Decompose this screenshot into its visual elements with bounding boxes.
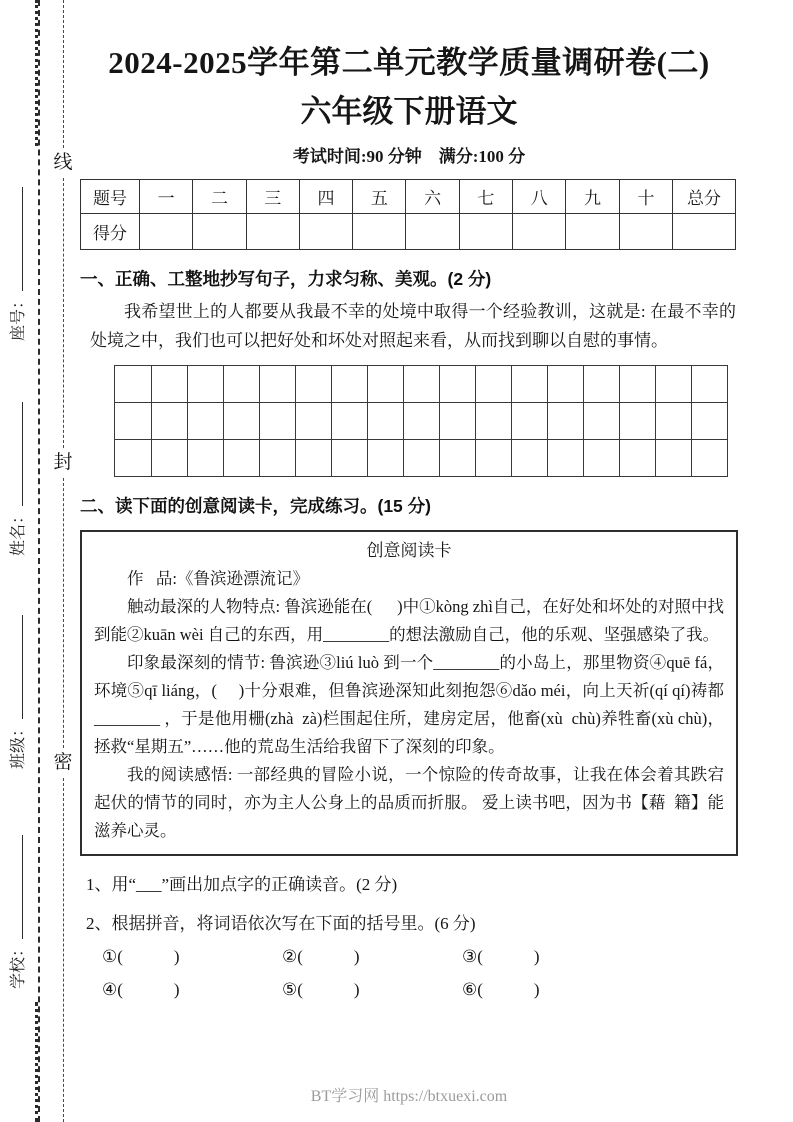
copy-grid-cell	[439, 366, 476, 403]
card-feeling-paragraph: 我的阅读感悟: 一部经典的冒险小说，一个惊险的传奇故事，让我在体会着其跌宕起伏的情节的同时，亦为主人公身上的品质而折服。 爱上读书吧，因为书【藉 籍】能滋养心灵。	[94, 764, 724, 840]
copy-grid-cell	[151, 440, 188, 477]
copy-grid-cell	[619, 366, 656, 403]
answer-blank: ①( )	[102, 946, 180, 966]
copy-grid-cell	[115, 366, 152, 403]
copy-grid	[114, 365, 728, 477]
answer-blank: ⑤( )	[282, 979, 360, 999]
score-table-corner-label: 题号	[81, 179, 140, 213]
copy-grid-cell	[547, 403, 584, 440]
seal-char-feng: 封	[53, 452, 73, 473]
section-two-heading: 二、读下面的创意阅读卡，完成练习。(15 分)	[80, 495, 431, 516]
copy-grid-cell	[223, 403, 260, 440]
copy-grid-cell	[547, 440, 584, 477]
score-table-column-header: 九	[566, 179, 619, 213]
copy-grid-cell	[295, 366, 332, 403]
score-table-column-header: 七	[459, 179, 512, 213]
score-table-column-header: 总分	[673, 179, 736, 213]
score-table-row-label: 得分	[81, 213, 140, 249]
score-table-column-header: 二	[193, 179, 246, 213]
fold-dashed-line	[38, 0, 40, 1122]
exam-subtitle: 六年级下册语文	[300, 93, 518, 129]
score-table-empty-cell	[193, 213, 246, 249]
copy-grid-cell	[187, 403, 224, 440]
copy-grid-cell	[475, 440, 512, 477]
score-table-empty-cell	[246, 213, 299, 249]
answer-blank: ②( )	[282, 946, 360, 966]
copy-grid-cell	[619, 403, 656, 440]
copy-grid-cell	[439, 440, 476, 477]
copy-grid-cell	[511, 440, 548, 477]
score-table-empty-cell	[299, 213, 352, 249]
section-one-heading: 一、正确、工整地抄写句子，力求匀称、美观。(2 分)	[80, 268, 492, 289]
answer-blank-row-2	[102, 980, 738, 1000]
copy-grid-cell	[259, 366, 296, 403]
copy-grid-cell	[259, 403, 296, 440]
copy-grid-cell	[655, 403, 692, 440]
seal-line-dash	[63, 178, 64, 448]
score-table-column-header: 六	[406, 179, 459, 213]
seal-field-school-label: 学校：	[10, 940, 27, 989]
copy-grid-cell	[295, 440, 332, 477]
watermark-footer: BT学习网 https://btxuexi.com	[310, 1088, 508, 1105]
seal-field-blank-line	[8, 835, 23, 939]
score-table-header-row	[81, 179, 736, 213]
copy-grid-cell	[655, 366, 692, 403]
reading-card	[80, 530, 738, 856]
copy-grid-cell	[691, 366, 728, 403]
seal-line-dash	[63, 778, 64, 1122]
score-table	[80, 179, 736, 250]
copy-grid-cell	[115, 440, 152, 477]
copy-grid-cell	[511, 366, 548, 403]
copy-grid-cell	[403, 403, 440, 440]
card-traits-paragraph: 触动最深的人物特点: 鲁滨逊能在( )中①kòng zhì自己，在好处和坏处的对照中找到能②kuān wèi 自己的东西，用________的想法激励自己，他的乐观、坚强感染了我。	[94, 596, 724, 644]
copy-grid-cell	[151, 403, 188, 440]
seal-line	[52, 0, 74, 1122]
score-table-column-header: 五	[353, 179, 406, 213]
copy-grid-cell	[259, 440, 296, 477]
seal-line-dash	[63, 0, 64, 148]
copy-grid-cell	[403, 440, 440, 477]
score-table-column-header: 十	[619, 179, 672, 213]
exam-content	[80, 0, 738, 1000]
seal-line-dash	[63, 478, 64, 748]
copy-grid-cell	[583, 366, 620, 403]
seal-field-student-name-label: 姓名：	[10, 507, 27, 556]
score-table-empty-cell	[566, 213, 619, 249]
copy-grid-cell	[331, 440, 368, 477]
seal-field-school	[5, 789, 27, 989]
reading-card-title: 创意阅读卡	[366, 540, 452, 560]
copy-grid-cell	[547, 366, 584, 403]
score-table-value-row	[81, 213, 736, 249]
seal-char-xian: 线	[53, 152, 73, 173]
copy-grid-cell	[187, 366, 224, 403]
score-table-empty-cell	[673, 213, 736, 249]
copy-grid-cell	[583, 403, 620, 440]
score-table-column-header: 三	[246, 179, 299, 213]
seal-field-seat-number-label: 座号：	[10, 292, 27, 341]
seal-field-blank-line	[8, 402, 23, 506]
seal-field-class	[5, 569, 27, 769]
copy-grid-cell	[583, 440, 620, 477]
score-table-column-header: 一	[140, 179, 193, 213]
score-table-empty-cell	[406, 213, 459, 249]
copy-grid-cell	[367, 366, 404, 403]
copy-sentence-paragraph: 我希望世上的人都要从我最不幸的处境中取得一个经验教训，这就是: 在最不幸的处境之中，我们也可以把好处和坏处对照起来看，从而找到聊以自慰的事情。	[90, 301, 736, 350]
copy-grid-cell	[691, 403, 728, 440]
copy-grid-cell	[511, 403, 548, 440]
copy-grid-cell	[691, 440, 728, 477]
seal-field-seat-number	[5, 141, 27, 341]
copy-grid-cell	[619, 440, 656, 477]
score-table-column-header: 八	[513, 179, 566, 213]
score-table-empty-cell	[353, 213, 406, 249]
score-table-column-header: 四	[299, 179, 352, 213]
card-work-line: 作 品:《鲁滨逊漂流记》	[127, 568, 309, 588]
question-1: 1、用“___”画出加点字的正确读音。(2 分)	[86, 874, 398, 894]
copy-grid-cell	[331, 366, 368, 403]
answer-blank: ④( )	[102, 979, 180, 999]
score-table-empty-cell	[140, 213, 193, 249]
seal-field-blank-line	[8, 615, 23, 719]
answer-blank: ③( )	[462, 946, 540, 966]
score-table-empty-cell	[513, 213, 566, 249]
binding-dots-bottom	[35, 1002, 38, 1122]
copy-grid-cell	[187, 440, 224, 477]
score-table-empty-cell	[619, 213, 672, 249]
copy-grid-cell	[151, 366, 188, 403]
copy-grid-cell	[367, 440, 404, 477]
seal-char-mi: 密	[53, 752, 73, 773]
answer-blank-row-1	[102, 947, 738, 967]
copy-grid-cell	[223, 366, 260, 403]
seal-field-student-name	[5, 356, 27, 556]
copy-grid-cell	[475, 403, 512, 440]
seal-field-class-label: 班级：	[10, 720, 27, 769]
copy-grid-cell	[655, 440, 692, 477]
exam-title: 2024-2025学年第二单元教学质量调研卷(二)	[108, 45, 710, 80]
copy-grid-cell	[367, 403, 404, 440]
seal-field-blank-line	[8, 187, 23, 291]
copy-grid-cell	[403, 366, 440, 403]
question-2: 2、根据拼音，将词语依次写在下面的括号里。(6 分)	[86, 913, 476, 933]
copy-grid-cell	[115, 403, 152, 440]
copy-grid-cell	[439, 403, 476, 440]
copy-grid-cell	[331, 403, 368, 440]
answer-blank: ⑥( )	[462, 979, 540, 999]
copy-grid-cell	[223, 440, 260, 477]
card-plot-paragraph: 印象最深刻的情节: 鲁滨逊③liú luò 到一个________的小岛上，那里物资④quē fá，环境⑤qī liáng，( )十分艰难，但鲁滨逊深知此刻抱怨⑥dǎo méi，向上天祈(qí qí)祷都________ ，于是他用栅(zhà zà)栏围起住所，建房定居，他畜(xù chù)养牲畜(xù chù)，拯救“星期五”……他的荒岛生活给我留下了深刻的印象。	[94, 652, 724, 756]
copy-grid-cell	[475, 366, 512, 403]
score-table-empty-cell	[459, 213, 512, 249]
copy-grid-cell	[295, 403, 332, 440]
exam-info-line: 考试时间:90 分钟 满分:100 分	[292, 146, 526, 166]
